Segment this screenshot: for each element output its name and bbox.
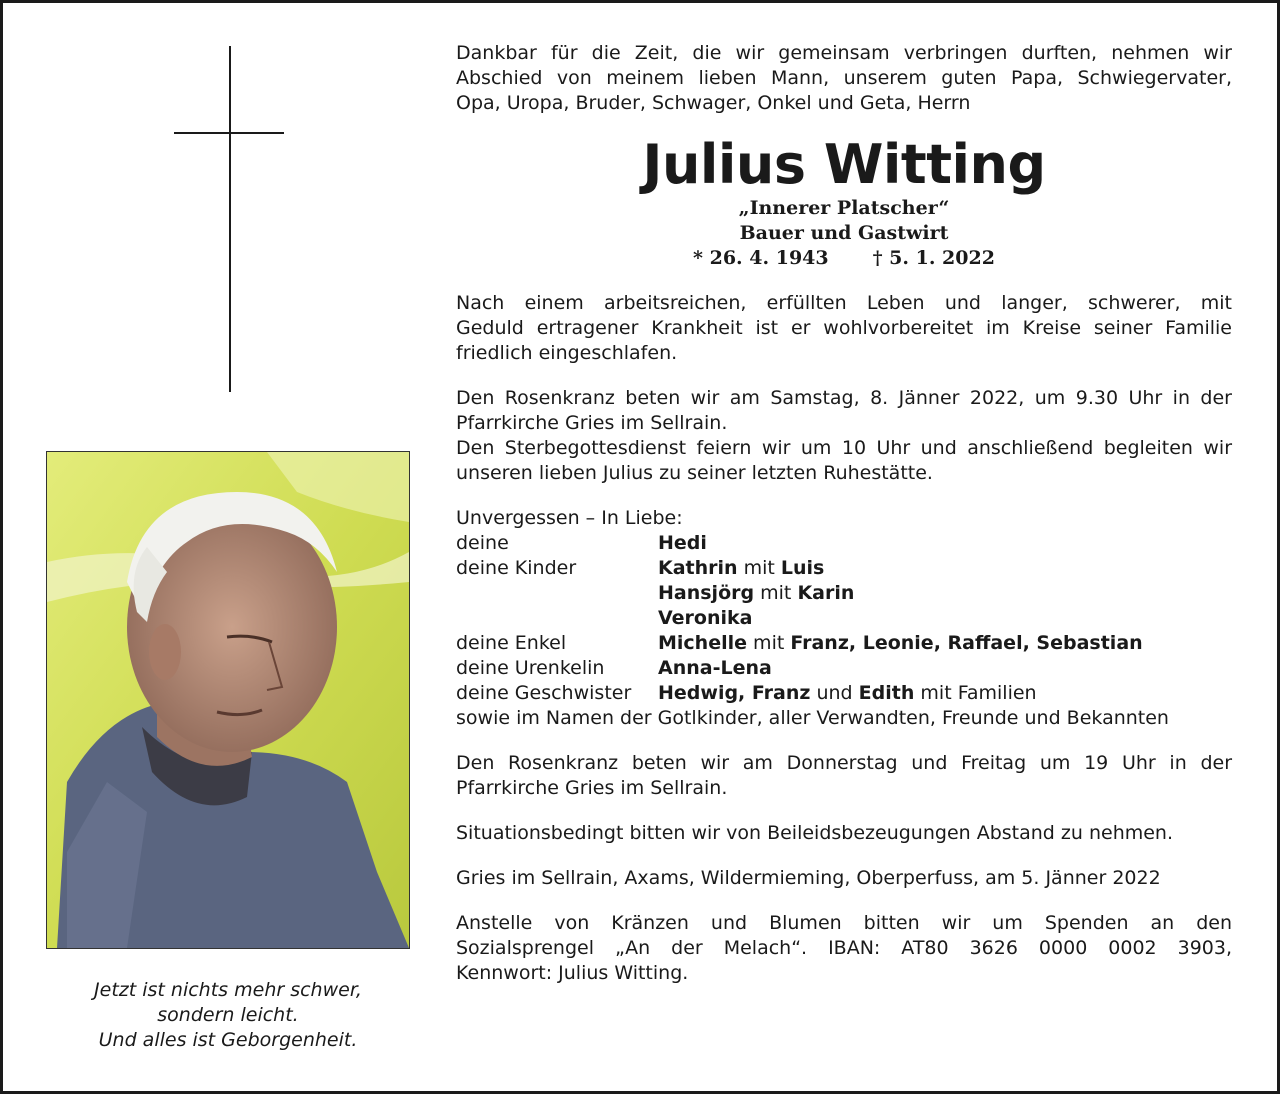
- passing-paragraph: [456, 291, 1232, 366]
- mourner-relation: deine Geschwister: [456, 682, 632, 704]
- text-line: Abschied von meinem lieben Mann, unserem guten Papa, Schwiegervater,: [456, 67, 1232, 89]
- mourner-row: [456, 606, 1232, 631]
- mourner-row: [456, 531, 1232, 556]
- mourner-relation: [456, 606, 658, 631]
- mourner-row: [456, 556, 1232, 581]
- text-line: Dankbar für die Zeit, die wir gemeinsam verbringen durften, nehmen wir: [456, 42, 1232, 64]
- text-line: friedlich eingeschlafen.: [456, 342, 678, 364]
- mourner-relation: deine Kinder: [456, 557, 577, 579]
- mourner-row: [456, 631, 1232, 656]
- text-line: Den Rosenkranz beten wir am Donnerstag und Freitag um 19 Uhr in der: [456, 752, 1232, 774]
- mourner-relation: deine: [456, 532, 509, 554]
- cross-icon-horizontal: [174, 132, 284, 134]
- mourner-names: Anna-Lena: [658, 657, 772, 679]
- mourner-names: Michelle mit Franz, Leonie, Raffael, Sebastian: [658, 632, 1143, 654]
- text-line: Sozialsprengel „An der Melach“. IBAN: AT80 3626 0000 0002 3903,: [456, 937, 1232, 959]
- place-date: Gries im Sellrain, Axams, Wildermieming, Oberperfuss, am 5. Jänner 2022: [456, 867, 1161, 889]
- text-line: Geduld ertragener Krankheit ist er wohlvorbereitet im Kreise seiner Familie: [456, 317, 1232, 339]
- text-line: Pfarrkirche Gries im Sellrain.: [456, 412, 728, 434]
- mourner-names: Hedwig, Franz und Edith mit Familien: [658, 682, 1037, 704]
- birth-date: * 26. 4. 1943: [693, 247, 829, 269]
- mourner-names: Veronika: [658, 607, 753, 629]
- intro-paragraph: [456, 41, 1232, 116]
- text-line: Nach einem arbeitsreichen, erfüllten Leben und langer, schwerer, mit: [456, 292, 1232, 314]
- nickname: „Innerer Platscher“: [738, 197, 950, 219]
- condolences-note: Situationsbedingt bitten wir von Beileidsbezeugungen Abstand zu nehmen.: [456, 822, 1174, 844]
- obituary-text: [456, 41, 1232, 986]
- mourner-names: Kathrin mit Luis: [658, 557, 825, 579]
- mourners-outro: sowie im Namen der Gotlkinder, aller Verwandten, Freunde und Bekannten: [456, 707, 1169, 729]
- text-line: Pfarrkirche Gries im Sellrain.: [456, 777, 728, 799]
- verse-line: Jetzt ist nichts mehr schwer,: [94, 979, 362, 1001]
- portrait-image: [47, 452, 409, 948]
- mourner-names: Hansjörg mit Karin: [658, 582, 855, 604]
- mourner-relation: [456, 581, 658, 606]
- mourner-names: Hedi: [658, 532, 707, 554]
- mourner-row: [456, 656, 1232, 681]
- profession: Bauer und Gastwirt: [739, 222, 949, 244]
- funeral-paragraph: [456, 386, 1232, 486]
- text-line: Kennwort: Julius Witting.: [456, 962, 689, 984]
- verse-line: sondern leicht.: [157, 1004, 299, 1026]
- donation-paragraph: [456, 911, 1232, 986]
- mourners-list: [456, 531, 1232, 706]
- portrait-photo: [46, 451, 410, 949]
- text-line: Den Sterbegottesdienst feiern wir um 10 Uhr und anschließend begleiten wir: [456, 437, 1232, 459]
- verse-line: Und alles ist Geborgenheit.: [98, 1029, 358, 1051]
- mourner-row: [456, 681, 1232, 706]
- mourners-intro: Unvergessen – In Liebe:: [456, 507, 683, 529]
- text-line: Anstelle von Kränzen und Blumen bitten wir um Spenden an den: [456, 912, 1232, 934]
- memorial-verse: [46, 978, 410, 1053]
- rosary-paragraph: [456, 751, 1232, 801]
- life-dates: [456, 246, 1232, 271]
- text-line: Opa, Uropa, Bruder, Schwager, Onkel und Geta, Herrn: [456, 92, 971, 114]
- deceased-name: Julius Witting: [642, 133, 1046, 196]
- mourner-relation: deine Enkel: [456, 632, 567, 654]
- text-line: unseren lieben Julius zu seiner letzten Ruhestätte.: [456, 462, 933, 484]
- text-line: Den Rosenkranz beten wir am Samstag, 8. Jänner 2022, um 9.30 Uhr in der: [456, 387, 1232, 409]
- mourner-row: [456, 581, 1232, 606]
- mourner-relation: deine Urenkelin: [456, 657, 605, 679]
- cross-icon-vertical: [229, 46, 231, 392]
- death-date: † 5. 1. 2022: [872, 247, 995, 269]
